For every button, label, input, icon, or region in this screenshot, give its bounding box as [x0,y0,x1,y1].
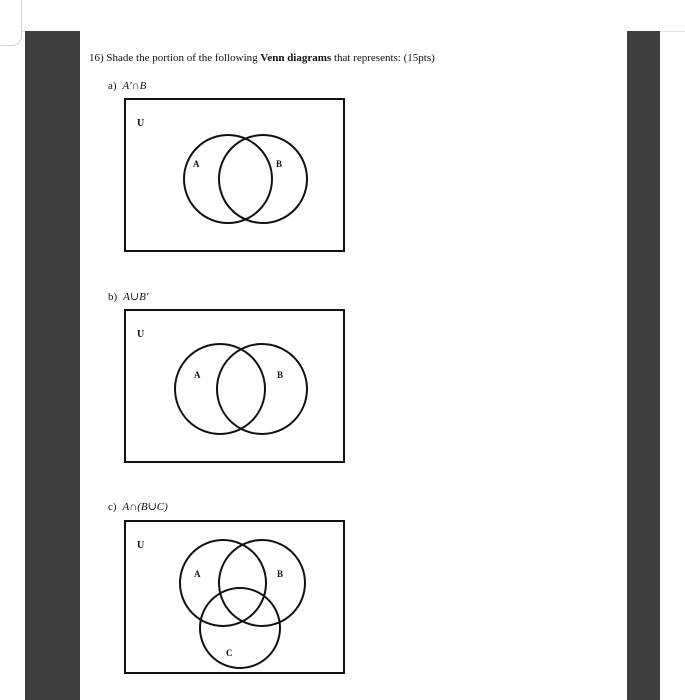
part-c-label [108,500,168,513]
venn-circles-a [126,100,347,254]
part-c-letter: c) [108,501,117,513]
set-a-label: A [194,569,201,579]
set-c-circle[interactable] [200,588,280,668]
venn-circles-b [126,311,347,465]
question-prefix: 16) Shade the portion of the following [89,52,261,64]
universe-label: U [137,540,145,551]
set-b-circle[interactable] [217,344,307,434]
set-a-circle[interactable] [180,540,266,626]
viewer-top-bar [0,0,685,32]
part-a-letter: a) [108,80,117,92]
set-a-label: A [194,370,201,380]
venn-diagram-b[interactable] [124,309,345,463]
part-a-label [108,80,146,92]
universe-label: U [137,329,145,340]
part-a-expression: A′∩B [122,80,147,92]
venn-diagram-c[interactable] [124,520,345,674]
set-b-circle[interactable] [219,540,305,626]
set-a-label: A [193,159,200,169]
question-bold-term: Venn diagrams [260,52,332,64]
set-c-label: C [226,648,233,658]
part-b-label [108,290,148,303]
viewer-right-margin [627,31,660,700]
viewer-left-margin [25,31,80,700]
set-b-label: B [277,569,284,579]
part-b-expression: A∪B′ [123,291,149,303]
set-a-circle[interactable] [175,344,265,434]
set-a-circle[interactable] [184,135,272,223]
part-c-expression: A∩(B∪C) [122,501,168,513]
universe-label: U [137,118,145,129]
part-b-letter: b) [108,291,118,303]
venn-circles-c [126,522,347,676]
viewer-corner-tab[interactable] [0,0,22,46]
set-b-label: B [276,159,283,169]
venn-diagram-a[interactable] [124,98,345,252]
question-suffix: that represents: (15pts) [331,52,435,64]
question-title [89,52,435,64]
set-b-label: B [277,370,284,380]
set-b-circle[interactable] [219,135,307,223]
